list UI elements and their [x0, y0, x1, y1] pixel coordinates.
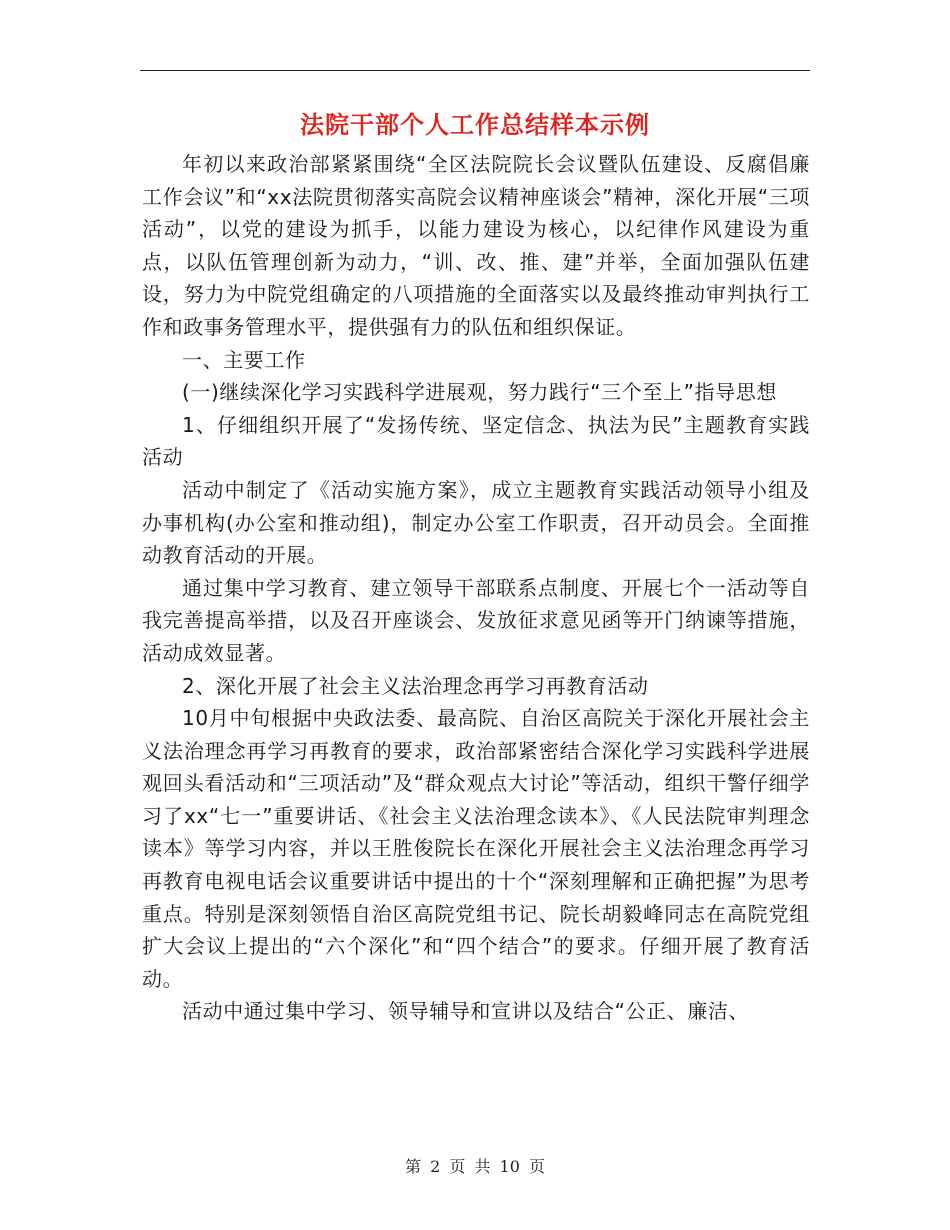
subheading-1: (一)继续深化学习实践科学进展观，努力践行“三个至上”指导思想 — [182, 380, 777, 405]
page-footer: 第 2 页 共 10 页 — [405, 1157, 545, 1176]
paragraph: 10月中旬根据中央政法委、最高院、自治区高院关于深化开展社会主义法治理念再学习再教育的要求，政治部紧密结合深化学习实践科学进展观回头看活动和“三项活动”及“群众观点大讨论”等活动，组织干警仔细学习了xx“七一”重要讲话、《社会主义法治理念读本》、《人民法院审判理念读本》等学习内容，并以王胜俊院长在深化开展社会主义法治理念再学习再教育电视电话会议重要讲话中提出的十个“深刻理解和正确把握”为思考重点。特别是深刻领悟自治区高院党组书记、院长胡毅峰同志在高院党组扩大会议上提出的“六个深化”和“四个结合”的要求。仔细开展了教育活动。 — [142, 706, 810, 991]
document-title: 法院干部个人工作总结样本示例 — [300, 111, 650, 139]
item-heading-2: 2、深化开展了社会主义法治理念再学习再教育活动 — [182, 673, 649, 698]
paragraph-intro: 年初以来政治部紧紧围绕“全区法院院长会议暨队伍建设、反腐倡廉工作会议”和“xx法院贯彻落实高院会议精神座谈会”精神，深化开展“三项活动”，以党的建设为抓手，以能力建设为核心，以纪律作风建设为重点，以队伍管理创新为动力，“训、改、推、建”并举，全面加强队伍建设，努力为中院党组确定的八项措施的全面落实以及最终推动审判执行工作和政事务管理水平，提供强有力的队伍和组织保证。 — [142, 152, 810, 339]
paragraph: 活动中制定了《活动实施方案》，成立主题教育实践活动领导小组及办事机构(办公室和推动组)，制定办公室工作职责，召开动员会。全面推动教育活动的开展。 — [142, 477, 810, 568]
heading-main-work: 一、主要工作 — [182, 347, 306, 372]
document-body — [142, 148, 810, 1028]
item-heading-1: 1、仔细组织开展了“发扬传统、坚定信念、执法为民”主题教育实践活动 — [142, 412, 810, 470]
header-rule — [140, 70, 810, 71]
paragraph: 通过集中学习教育、建立领导干部联系点制度、开展七个一活动等自我完善提高举措，以及召开座谈会、发放征求意见函等开门纳谏等措施，活动成效显著。 — [142, 575, 810, 665]
paragraph: 活动中通过集中学习、领导辅导和宣讲以及结合“公正、廉洁、 — [182, 999, 750, 1024]
